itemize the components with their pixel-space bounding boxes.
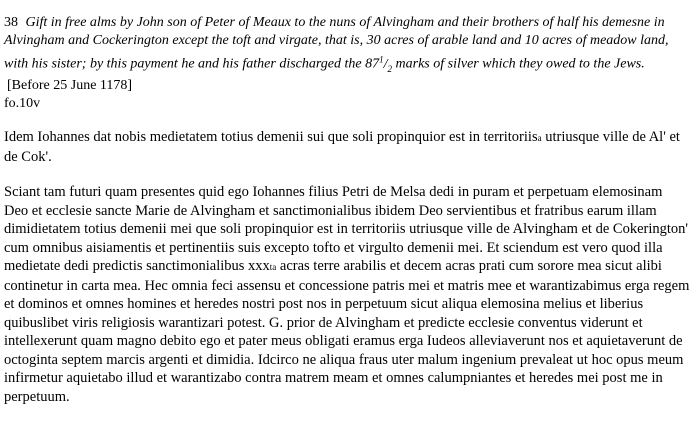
rubric-text-2: utriusque ville de Al' et de Cok'. <box>4 129 680 165</box>
summary-text-2: marks of silver which they owed to the Jews. <box>392 56 645 72</box>
fraction-half: $^1/_2$ <box>379 54 393 74</box>
fraction-denominator: 2 <box>387 63 393 74</box>
entry-date: [Before 25 June 1178] <box>7 78 133 94</box>
entry-number: 38 <box>4 15 18 30</box>
entry-heading <box>4 14 682 77</box>
charter-text-1: Sciant tam futuri quam presentes quid ego Iohannes filius Petri de Melsa dedi in puram et perpetuam elemosinam Deo et ecclesie sancte Marie de Alvingham et sanctimonialibus ibidem Deo servientibus et fratribus earum illam dimidietatem totius demenii mei que soli propinquior est in territoriis utriusque ville de Alvingham et de Cokerington' cum omnibus aisiamentis et pertinentiis suis excepto tofto et virgulto demenii mei. Et sciendum est vero quod illa medietate dedi predictis sanctimonialibus xxx <box>4 184 688 275</box>
rubric-text-1: Idem Iohannes dat nobis medietatem totius demenii sui que soli propinquior est in territoriis <box>4 129 538 146</box>
footnote-marker-a: a <box>537 133 542 144</box>
latin-charter-text <box>4 183 690 406</box>
latin-rubric <box>4 128 690 166</box>
folio-reference: fo.10v <box>4 96 41 112</box>
ordinal-suffix-ta: ta <box>269 262 277 273</box>
entry-summary <box>4 15 669 72</box>
summary-text-1: Gift in free alms by John son of Peter of Meaux to the nuns of Alvingham and their brothers of half his demesne in Alvingham and Cockerington except the toft and virgate, that is, 30 acres of arable land and 10 acres of meadow land, with his sister; by this payment he and his father discharged the 87 <box>4 15 669 72</box>
fraction-numerator: 1 <box>379 54 384 64</box>
charter-text-2: acras terre arabilis et decem acras prati cum sorore mea sicut alibi continetur in carta mea. Hec omnia feci assensu et concessione patris mei et matris mee et warantizabimus erga regem et dominos et omnes homines et heredes nostri post nos in perpetuum sicut aliqua elemosina melius et liberius quibuslibet viris religiosis warantizari potest. G. prior de Alvingham et predicte ecclesie conventus viderunt et intellexerunt quam magno debito ego et pater meus obligati eramus erga Iudeos alleviaverunt nos et aquietaverunt de octoginta septem marcis argenti et dimidia. Idcirco ne aliqua fraus uter malum ingenium prevaleat ut hoc opus meum infirmetur aquietabo illud et warantizabo contra matrem meam et omnes calumpniantes et heredes mei post me in perpetuum. <box>4 258 690 405</box>
